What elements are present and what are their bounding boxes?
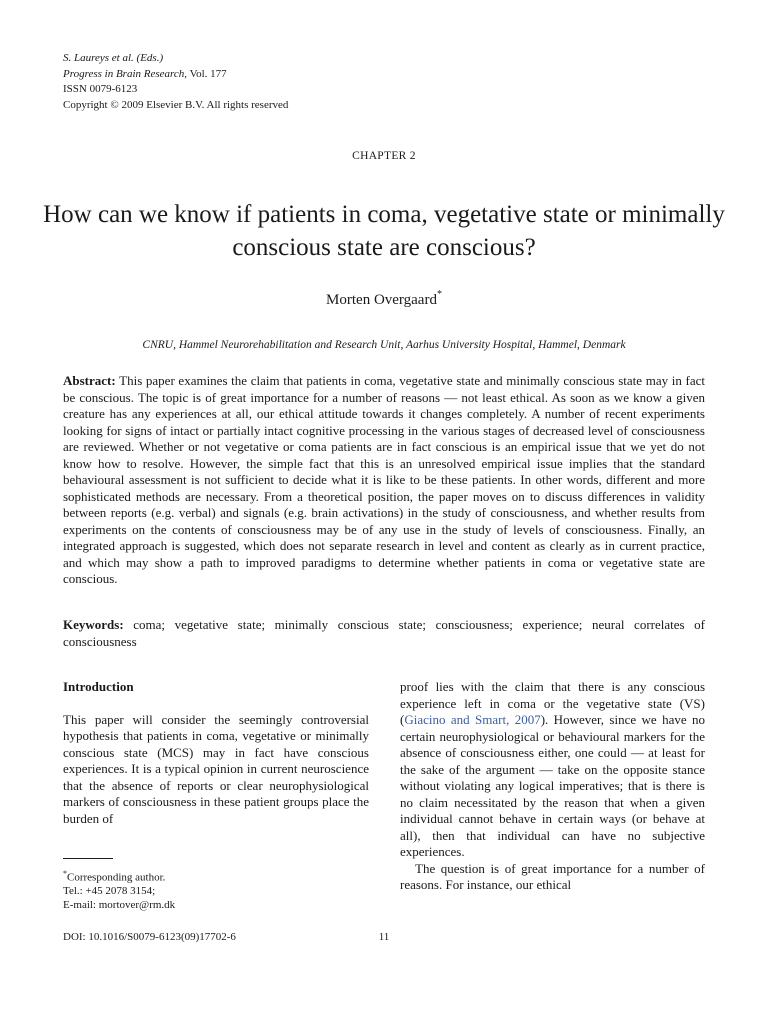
intro-paragraph-2: The question is of great importance for a number of reasons. For instance, our ethical [400,860,705,892]
footnote-corresponding [63,867,175,885]
abstract-text: This paper examines the claim that patients in coma, vegetative state and minimally conscious state may in fact be conscious. The topic is of great importance for a number of reasons — not least ethical. As soon as we know a given creature has any experiences at all, our ethical attitude towards it changes completely. A number of recent experiments looking for signs of intact or partially intact cognitive processing in the various stages of decreased level of consciousness are reviewed. Whether or not vegetative or coma patients are in fact conscious is an empirical issue that we yet do not know how to resolve. However, the simple fact that this is an unresolved empirical issue implies that the standard behavioural assessment is not sufficient to decide what it is like to be these patients. In other words, different and more sophisticated methods are necessary. From a theoretical position, the paper moves on to discuss differences in validity between reports (e.g. verbal) and signals (e.g. brain activations) in the study of consciousness, and whether results from experiments on the contents of consciousness may be of any use in the study of levels of consciousness. Finally, an integrated approach is suggested, which does not separate research in level and content as clearly as in current practice, and which may show a path to improved paradigms to determine whether patients in coma or vegetative state are conscious. [63,373,705,586]
abstract-label: Abstract: [63,373,116,388]
citation-link[interactable]: Giacino and Smart, 2007 [404,712,541,727]
copyright: Copyright © 2009 Elsevier B.V. All rights reserved [63,98,289,111]
doi: DOI: 10.1016/S0079-6123(09)17702-6 [63,931,236,943]
keywords [63,617,705,650]
footnote-divider [63,858,113,859]
publication-header [63,51,288,113]
keywords-text: coma; vegetative state; minimally conscious state; consciousness; experience; neural correlates of consciousness [63,617,705,649]
footnote [63,867,175,912]
author-line [0,290,768,309]
page-number: 11 [378,931,390,943]
affiliation: CNRU, Hammel Neurorehabilitation and Research Unit, Aarhus University Hospital, Hammel, Denmark [142,339,626,351]
issn: ISSN 0079-6123 [63,83,138,95]
footnote-email: E-mail: mortover@rm.dk [63,898,176,911]
paper-title: How can we know if patients in coma, vegetative state or minimally conscious state are conscious? [43,201,725,261]
footnote-label: Corresponding author. [67,871,166,884]
keywords-label: Keywords: [63,617,124,632]
intro-paragraph-1-continued [400,679,705,861]
section-heading-introduction: Introduction [63,679,134,694]
journal-line [63,67,288,83]
footnote-mark: * [63,869,67,878]
intro-text-part2: ). However, since we have no certain neurophysiological or behavioural markers for the absence of consciousness either, one could — at least for the sake of the argument — take on the opposite stance without violating any logical imperatives; that is there is no claim necessitated by the reason that when a given individual cannot behave in certain ways (or behave at all), then that individual can have no subjective experiences. [400,712,705,859]
author-footnote-mark: * [436,289,442,300]
intro-text-part1: proof lies with the claim that there is any conscious experience left in coma or the vegetative state (VS) ( [400,679,705,727]
left-column [63,679,369,827]
editors: S. Laureys et al. (Eds.) [63,52,164,64]
journal-name: Progress in Brain Research [63,67,185,80]
footnote-tel: Tel.: +45 2078 3154; [63,885,156,898]
abstract [63,373,705,588]
intro-paragraph-1: This paper will consider the seemingly controversial hypothesis that patients in coma, vegetative or minimally conscious state (MCS) may in fact have conscious experiences. It is a typical opinion in current neuroscience that the absence of reports or clear neurophysiological markers of consciousness in these patient groups place the burden of [63,711,369,826]
chapter-label: CHAPTER 2 [352,150,416,162]
volume: , Vol. 177 [184,67,227,80]
author-name: Morten Overgaard [326,292,437,308]
right-column [400,679,705,894]
